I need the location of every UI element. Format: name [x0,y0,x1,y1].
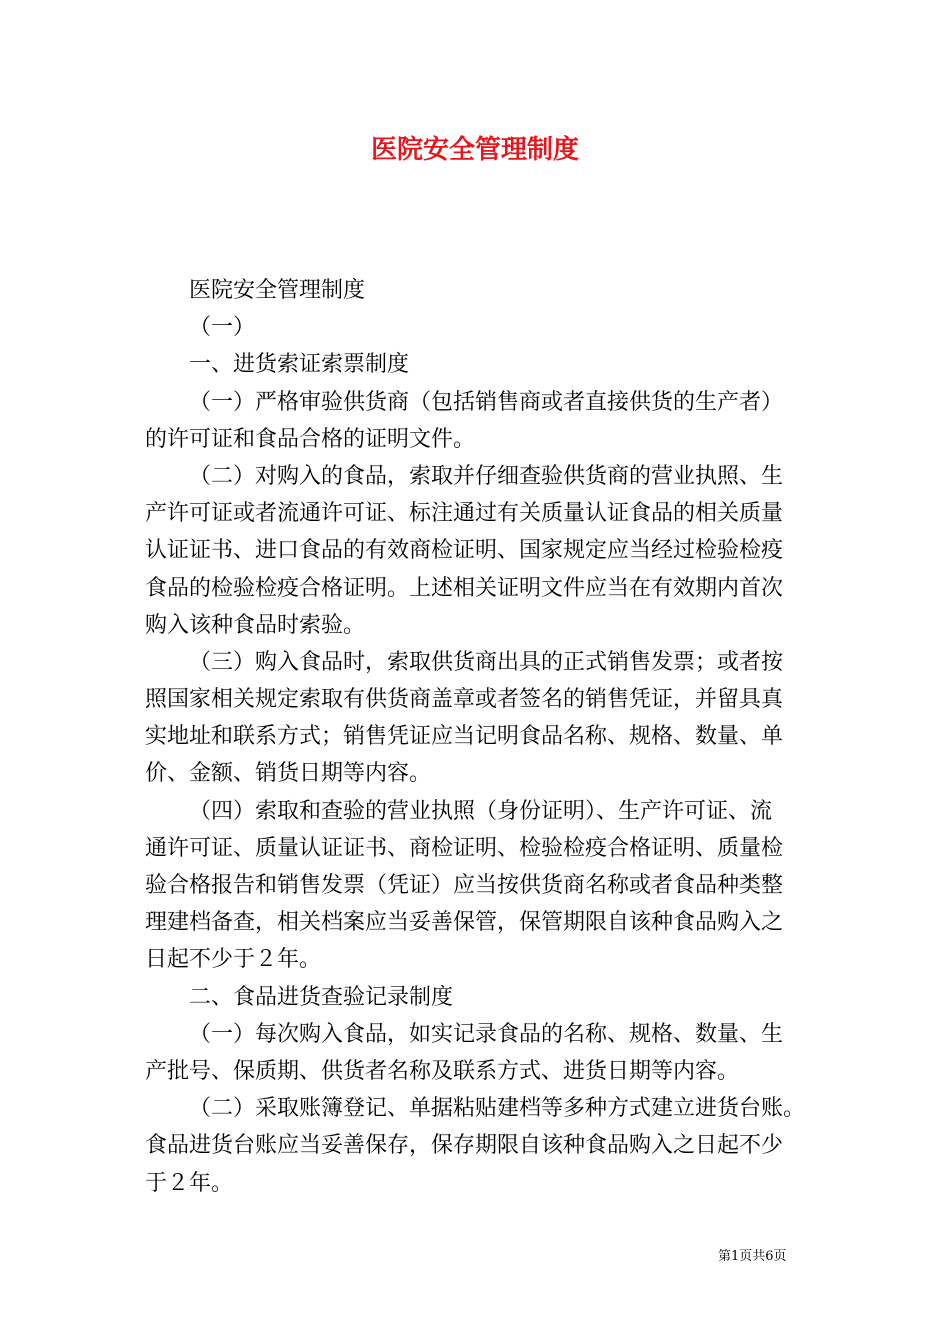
text-line: 日起不少于２年。 [145,947,322,973]
text-line: 产批号、保质期、供货者名称及联系方式、进货日期等内容。 [145,1058,740,1084]
text-line: 一、进货索证索票制度 [189,352,410,378]
text-line: 照国家相关规定索取有供货商盖章或者签名的销售凭证，并留具真 [145,687,784,713]
text-line: 实地址和联系方式；销售凭证应当记明食品名称、规格、数量、单 [145,724,784,750]
document-body [145,272,810,1202]
text-line: 医院安全管理制度 [189,278,366,303]
text-line: 价、金额、销货日期等内容。 [145,761,432,787]
text-line: 产许可证或者流通许可证、标注通过有关质量认证食品的相关质量 [145,501,784,527]
text-line: （一） [189,315,256,341]
page-number: 第1页共6页 [718,1249,787,1264]
text-line: 食品进货台账应当妥善保存，保存期限自该种食品购入之日起不少 [145,1133,784,1159]
text-line: （三）购入食品时，索取供货商出具的正式销售发票；或者按 [189,649,784,675]
document-title: 医院安全管理制度 [370,135,579,165]
text-line: 二、食品进货查验记录制度 [189,984,454,1010]
text-line: （四）索取和查验的营业执照（身份证明）、生产许可证、流 [189,798,773,824]
text-line: 的许可证和食品合格的证明文件。 [145,426,476,452]
text-line: 购入该种食品时索验。 [145,612,366,638]
text-line: （二）对购入的食品，索取并仔细查验供货商的营业执照、生 [189,463,784,489]
text-line: 食品的检验检疫合格证明。上述相关证明文件应当在有效期内首次 [145,575,784,601]
text-line: （二）采取账簿登记、单据粘贴建档等多种方式建立进货台账。 [189,1096,806,1122]
text-line: （一）严格审验供货商（包括销售商或者直接供货的生产者） [189,389,784,415]
text-line: 于２年。 [145,1170,234,1196]
text-line: （一）每次购入食品，如实记录食品的名称、规格、数量、生 [189,1021,784,1047]
text-line: 验合格报告和销售发票（凭证）应当按供货商名称或者食品种类整 [145,873,784,898]
text-line: 理建档备查，相关档案应当妥善保管，保管期限自该种食品购入之 [145,910,784,936]
text-line: 通许可证、质量认证证书、商检证明、检验检疫合格证明、质量检 [145,835,784,861]
text-line: 认证证书、进口食品的有效商检证明、国家规定应当经过检验检疫 [145,538,784,564]
